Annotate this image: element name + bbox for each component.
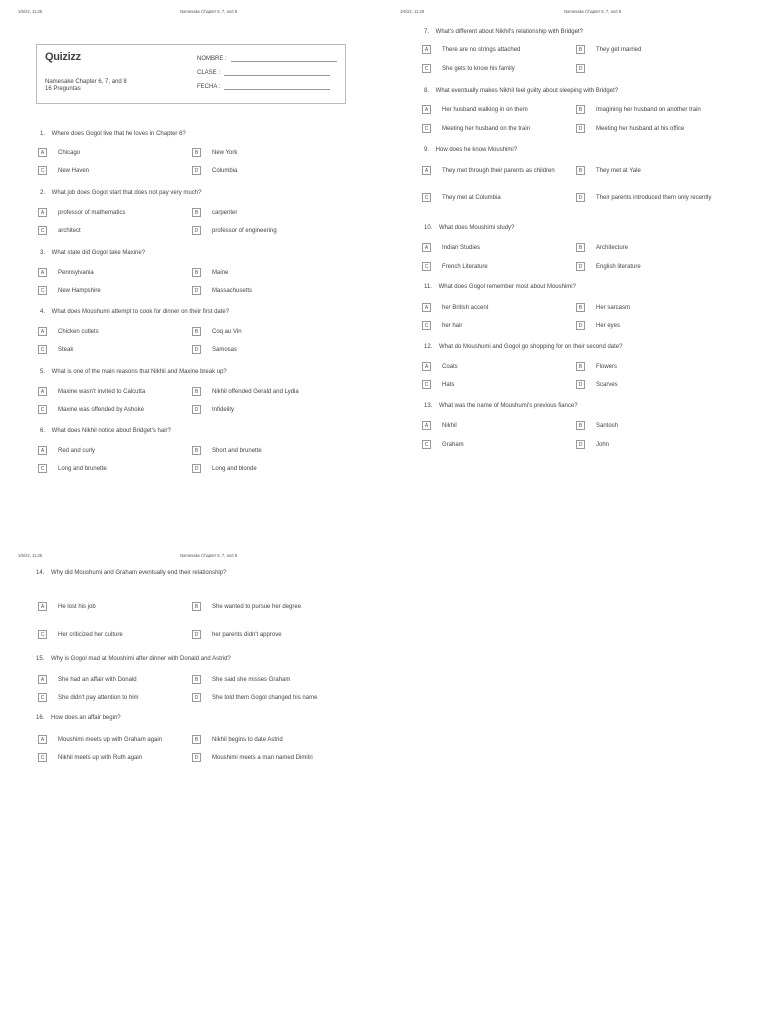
name-field-line (231, 55, 337, 62)
option-text: Nikhil offended Gerald and Lydia (212, 389, 299, 395)
option-text: English literature (596, 264, 641, 270)
option-letter-box: C (422, 321, 431, 330)
option-letter-box: D (192, 693, 201, 702)
page-separator (0, 527, 768, 543)
question-16: 16. How does an affair begin? (36, 715, 121, 721)
option-letter-box: C (38, 345, 47, 354)
option-letter-box: D (576, 262, 585, 271)
option-letter-box: B (576, 362, 585, 371)
option-letter-box: B (192, 602, 201, 611)
option-letter-box: A (38, 387, 47, 396)
question-5: 5. What is one of the main reasons that Nikhil and Maxine break up? (40, 369, 227, 375)
option-letter-box: C (38, 693, 47, 702)
page-header-datetime: 1/6/22, 11:29 (400, 9, 425, 14)
option-letter-box: B (192, 446, 201, 455)
option-letter-box: A (38, 446, 47, 455)
option-text: Coq au Vin (212, 329, 242, 335)
option-letter-box: D (576, 64, 585, 73)
option-letter-box: A (422, 303, 431, 312)
option-text: Massachusetts (212, 288, 253, 294)
question-11: 11. What does Gogol remember most about Moushimi? (424, 284, 576, 290)
option-text: her hair (442, 323, 463, 329)
option-letter-box: B (192, 148, 201, 157)
option-letter-box: C (422, 440, 431, 449)
option-text: New York (212, 150, 238, 156)
option-letter-box: C (38, 166, 47, 175)
question-6: 6. What does Nikhil notice about Bridget's hair? (40, 428, 171, 434)
question-14: 14. Why did Moushumi and Graham eventually end their relationship? (36, 570, 227, 576)
option-text: Santosh (596, 423, 619, 429)
option-text: Long and brunette (58, 466, 107, 472)
option-text: Her husband walking in on them (442, 107, 528, 113)
option-text: They met at Columbia (442, 195, 501, 201)
option-text: Short and brunette (212, 448, 262, 454)
option-text: She had an affair with Donald (58, 677, 137, 683)
option-text: Indian Studies (442, 245, 481, 251)
date-field-label: FECHA : (197, 84, 221, 90)
option-text: She gets to know his family (442, 66, 515, 72)
option-letter-box: B (576, 421, 585, 430)
quiz-info-box (36, 44, 346, 104)
option-letter-box: D (192, 286, 201, 295)
question-7: 7. What's different about Nikhil's relationship with Bridget? (424, 29, 583, 35)
option-text: professor of mathematics (58, 210, 126, 216)
option-letter-box: C (422, 262, 431, 271)
option-letter-box: C (422, 380, 431, 389)
option-letter-box: B (576, 166, 585, 175)
print-page-3 (0, 545, 384, 1024)
option-text: New Hampshire (58, 288, 101, 294)
print-page-1 (0, 0, 384, 525)
option-letter-box: B (192, 208, 201, 217)
quiz-question-count: 16 Preguntas (45, 86, 81, 92)
option-text: Maine (212, 270, 229, 276)
option-letter-box: A (38, 735, 47, 744)
option-text: carpenter (212, 210, 238, 216)
question-13: 13. What was the name of Moushumi's previous fiance? (424, 403, 578, 409)
option-text: Maxine wasn't invited to Calcutta (58, 389, 146, 395)
option-text: Red and curly (58, 448, 96, 454)
option-letter-box: A (422, 166, 431, 175)
option-text: Moushimi meets up with Graham again (58, 737, 163, 743)
option-letter-box: C (38, 405, 47, 414)
option-text: Her sarcasm (596, 305, 631, 311)
option-text: There are no strings attached (442, 47, 521, 53)
option-text: Nikhil (442, 423, 457, 429)
question-15: 15. Why is Gogol mad at Moushimi after dinner with Donald and Astrid? (36, 656, 231, 662)
name-field (197, 55, 337, 62)
question-8: 8. What eventually makes Nikhil feel guilty about sleeping with Bridget? (424, 88, 619, 94)
option-letter-box: B (192, 387, 201, 396)
question-1: 1. Where does Gogol live that he loves in Chapter 6? (40, 131, 186, 137)
option-text: They met through their parents as children (442, 168, 555, 174)
option-letter-box: A (38, 675, 47, 684)
option-letter-box: D (576, 440, 585, 449)
option-text: Samosas (212, 347, 238, 353)
option-letter-box: D (192, 226, 201, 235)
option-text: New Haven (58, 168, 90, 174)
option-letter-box: D (192, 166, 201, 175)
option-text: her parents didn't approve (212, 632, 282, 638)
option-letter-box: C (422, 124, 431, 133)
option-text: Hats (442, 382, 455, 388)
option-text: Her eyes (596, 323, 621, 329)
class-field (197, 69, 330, 76)
option-letter-box: B (576, 243, 585, 252)
option-letter-box: A (422, 105, 431, 114)
option-text: Moushimi meets a man named Dimitri (212, 755, 313, 761)
option-letter-box: C (422, 193, 431, 202)
question-4: 4. What does Moushumi attempt to cook for dinner on their first date? (40, 309, 230, 315)
option-text: Nikhil meets up with Ruth again (58, 755, 143, 761)
question-9: 9. How does he know Moushimi? (424, 147, 518, 153)
option-text: She said she misses Graham (212, 677, 291, 683)
option-text: Imagining her husband on another train (596, 107, 701, 113)
option-letter-box: C (422, 64, 431, 73)
quiz-title: Namesake Chapter 6, 7, and 8 (45, 79, 127, 85)
option-text: Maxine was offended by Ashoke (58, 407, 144, 413)
option-text: They get married (596, 47, 642, 53)
option-text: Her criticized her culture (58, 632, 123, 638)
question-10: 10. What does Moushimi study? (424, 225, 515, 231)
question-2: 2. What job does Gogol start that does not pay very much? (40, 190, 202, 196)
option-text: John (596, 442, 610, 448)
option-letter-box: D (192, 464, 201, 473)
option-text: Chicago (58, 150, 81, 156)
option-letter-box: D (192, 630, 201, 639)
option-letter-box: A (38, 327, 47, 336)
option-text: Scarves (596, 382, 618, 388)
question-12: 12. What do Moushumi and Gogol go shopping for on their second date? (424, 344, 623, 350)
date-field (197, 83, 330, 90)
option-text: French Literature (442, 264, 488, 270)
page-header-datetime: 1/6/22, 11:29 (18, 9, 43, 14)
option-letter-box: C (38, 286, 47, 295)
page-header-title: Namesake Chapter 6, 7, and 8 (564, 9, 622, 14)
option-letter-box: C (38, 464, 47, 473)
option-letter-box: A (422, 45, 431, 54)
option-text: professor of engineering (212, 228, 277, 234)
option-letter-box: A (38, 208, 47, 217)
option-letter-box: D (576, 321, 585, 330)
option-text: They met at Yale (596, 168, 641, 174)
option-text: Coats (442, 364, 458, 370)
option-text: Nikhil begins to date Astrid (212, 737, 283, 743)
option-letter-box: D (192, 753, 201, 762)
option-text: She didn't pay attention to him (58, 695, 139, 701)
option-text: Architecture (596, 245, 629, 251)
option-letter-box: B (576, 45, 585, 54)
option-text: Meeting her husband on the train (442, 126, 531, 132)
option-text: She told them Gogol changed his name (212, 695, 318, 701)
option-letter-box: D (576, 193, 585, 202)
class-field-line (224, 69, 330, 76)
option-letter-box: D (576, 380, 585, 389)
option-letter-box: A (422, 362, 431, 371)
option-letter-box: D (576, 124, 585, 133)
print-page-2 (384, 0, 768, 525)
option-letter-box: A (38, 268, 47, 277)
page-header-title: Namesake Chapter 6, 7, and 8 (180, 9, 238, 14)
option-text: architect (58, 228, 81, 234)
option-text: She wanted to pursue her degree (212, 604, 302, 610)
question-3: 3. What state did Gogol take Maxine? (40, 250, 146, 256)
option-letter-box: A (38, 148, 47, 157)
option-text: her British accent (442, 305, 489, 311)
date-field-line (224, 83, 330, 90)
option-text: Infidelity (212, 407, 235, 413)
option-text: Chicken cutlets (58, 329, 99, 335)
option-letter-box: C (38, 630, 47, 639)
option-letter-box: A (38, 602, 47, 611)
option-text: Graham (442, 442, 464, 448)
option-letter-box: D (192, 405, 201, 414)
name-field-label: NOMBRE : (197, 56, 227, 62)
option-text: Meeting her husband at his office (596, 126, 685, 132)
option-letter-box: B (192, 675, 201, 684)
option-text: Flowers (596, 364, 618, 370)
option-text: Pennsylvania (58, 270, 94, 276)
option-text: Their parents introduced them only recently (596, 195, 712, 201)
page-header-title: Namesake Chapter 6, 7, and 8 (180, 553, 238, 558)
option-letter-box: D (192, 345, 201, 354)
option-letter-box: A (422, 421, 431, 430)
option-letter-box: B (576, 105, 585, 114)
option-letter-box: B (576, 303, 585, 312)
class-field-label: CLASE : (197, 70, 221, 76)
option-text: Columbia (212, 168, 238, 174)
option-letter-box: B (192, 268, 201, 277)
option-letter-box: B (192, 327, 201, 336)
page-header-datetime: 1/6/22, 11:29 (18, 553, 43, 558)
option-letter-box: A (422, 243, 431, 252)
option-letter-box: C (38, 753, 47, 762)
option-text: Steak (58, 347, 74, 353)
option-text: He lost his job (58, 604, 96, 610)
option-letter-box: B (192, 735, 201, 744)
option-text: Long and blonde (212, 466, 257, 472)
option-letter-box: C (38, 226, 47, 235)
quizizz-logo: Quizizz (45, 51, 81, 63)
